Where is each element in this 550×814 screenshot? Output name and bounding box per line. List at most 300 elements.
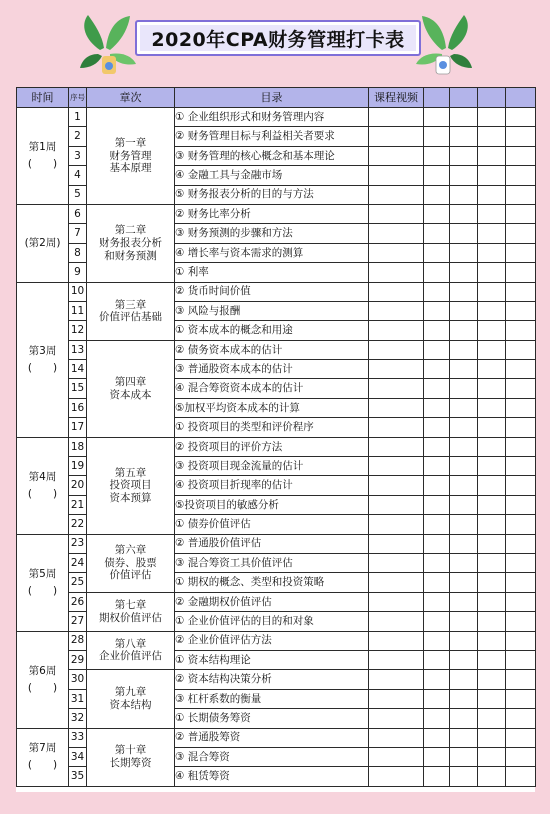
video-checkbox-cell[interactable] bbox=[369, 767, 424, 786]
chapter-number: 第一章 bbox=[114, 137, 147, 150]
video-checkbox-cell[interactable] bbox=[369, 515, 424, 534]
checkin-cell[interactable] bbox=[450, 553, 478, 572]
checkin-cell[interactable] bbox=[506, 243, 536, 262]
checkin-cell[interactable] bbox=[478, 476, 506, 495]
checkin-cell[interactable] bbox=[478, 418, 506, 437]
video-checkbox-cell[interactable] bbox=[369, 398, 424, 417]
checkin-cell[interactable] bbox=[424, 146, 450, 165]
header-chapter: 章次 bbox=[87, 88, 175, 108]
topic-cell: ① 资本成本的概念和用途 bbox=[175, 321, 369, 340]
checkin-cell[interactable] bbox=[450, 650, 478, 669]
video-checkbox-cell[interactable] bbox=[369, 301, 424, 320]
checkin-cell[interactable] bbox=[478, 670, 506, 689]
chapter-title-line: 资本结构 bbox=[109, 698, 152, 711]
video-checkbox-cell[interactable] bbox=[369, 321, 424, 340]
topic-cell: ① 企业组织形式和财务管理内容 bbox=[175, 108, 369, 127]
video-checkbox-cell[interactable] bbox=[369, 457, 424, 476]
week-cell bbox=[17, 282, 69, 437]
checkin-cell[interactable] bbox=[450, 340, 478, 359]
chapter-cell bbox=[87, 204, 175, 282]
checkin-cell[interactable] bbox=[450, 321, 478, 340]
checkin-cell[interactable] bbox=[450, 301, 478, 320]
checkin-cell[interactable] bbox=[424, 457, 450, 476]
checkin-cell[interactable] bbox=[424, 108, 450, 127]
checkin-cell[interactable] bbox=[506, 437, 536, 456]
checkin-cell[interactable] bbox=[450, 515, 478, 534]
checkin-cell[interactable] bbox=[506, 495, 536, 514]
checkin-cell[interactable] bbox=[478, 612, 506, 631]
chapter-title-line: 财务管理 bbox=[109, 149, 152, 162]
video-checkbox-cell[interactable] bbox=[369, 612, 424, 631]
checkin-cell[interactable] bbox=[450, 457, 478, 476]
checkin-cell[interactable] bbox=[424, 301, 450, 320]
video-checkbox-cell[interactable] bbox=[369, 379, 424, 398]
seq-number: 15 bbox=[69, 379, 87, 398]
page-title: 2020年CPA财务管理打卡表 bbox=[135, 20, 421, 56]
seq-number: 10 bbox=[69, 282, 87, 301]
checkin-cell[interactable] bbox=[424, 185, 450, 204]
checkin-cell[interactable] bbox=[424, 437, 450, 456]
week-label: 第6周 bbox=[28, 664, 57, 677]
checkin-cell[interactable] bbox=[424, 340, 450, 359]
topic-cell: ② 金融期权价值评估 bbox=[175, 592, 369, 611]
chapter-title-line: 投资项目 bbox=[109, 479, 152, 492]
video-checkbox-cell[interactable] bbox=[369, 534, 424, 553]
checkin-cell[interactable] bbox=[478, 263, 506, 282]
checkin-cell[interactable] bbox=[506, 127, 536, 146]
table-header-row bbox=[17, 88, 536, 108]
checkin-cell[interactable] bbox=[506, 340, 536, 359]
video-checkbox-cell[interactable] bbox=[369, 437, 424, 456]
topic-cell: ④ 投资项目折现率的估计 bbox=[175, 476, 369, 495]
video-checkbox-cell[interactable] bbox=[369, 476, 424, 495]
topic-cell: ⑤投资项目的敏感分析 bbox=[175, 495, 369, 514]
video-checkbox-cell[interactable] bbox=[369, 747, 424, 766]
checkin-cell[interactable] bbox=[506, 379, 536, 398]
video-checkbox-cell[interactable] bbox=[369, 650, 424, 669]
week-date-blank: ( ) bbox=[27, 487, 58, 500]
checkin-cell[interactable] bbox=[424, 515, 450, 534]
table-row bbox=[17, 592, 536, 611]
topic-cell: ② 货币时间价值 bbox=[175, 282, 369, 301]
checkin-cell[interactable] bbox=[506, 515, 536, 534]
checkin-cell[interactable] bbox=[424, 747, 450, 766]
header-blank bbox=[478, 88, 506, 108]
video-checkbox-cell[interactable] bbox=[369, 243, 424, 262]
chapter-title-line: 财务报表分析 bbox=[99, 236, 162, 249]
checkin-cell[interactable] bbox=[478, 185, 506, 204]
checkin-cell[interactable] bbox=[506, 263, 536, 282]
checkin-cell[interactable] bbox=[424, 379, 450, 398]
checkin-cell[interactable] bbox=[450, 631, 478, 650]
checkin-cell[interactable] bbox=[424, 243, 450, 262]
topic-cell: ③ 财务管理的核心概念和基本理论 bbox=[175, 146, 369, 165]
checkin-cell[interactable] bbox=[478, 360, 506, 379]
chapter-number: 第十章 bbox=[114, 744, 147, 757]
chapter-title-line: 价值评估 bbox=[109, 569, 152, 582]
seq-number: 29 bbox=[69, 650, 87, 669]
checkin-cell[interactable] bbox=[478, 224, 506, 243]
seq-number: 17 bbox=[69, 418, 87, 437]
video-checkbox-cell[interactable] bbox=[369, 495, 424, 514]
checkin-cell[interactable] bbox=[478, 204, 506, 223]
checkin-cell[interactable] bbox=[506, 553, 536, 572]
chapter-title-line: 债券、股票 bbox=[104, 556, 157, 569]
video-checkbox-cell[interactable] bbox=[369, 263, 424, 282]
table-row bbox=[17, 108, 536, 127]
week-date-blank: ( ) bbox=[27, 361, 58, 374]
chapter-number: 第四章 bbox=[114, 376, 147, 389]
checkin-cell[interactable] bbox=[424, 631, 450, 650]
week-label: 第5周 bbox=[28, 567, 57, 580]
checkin-cell[interactable] bbox=[424, 728, 450, 747]
topic-cell: ② 债务资本成本的估计 bbox=[175, 340, 369, 359]
chapter-title-line: 和财务预测 bbox=[104, 249, 157, 262]
checkin-cell[interactable] bbox=[478, 573, 506, 592]
checkin-cell[interactable] bbox=[450, 127, 478, 146]
checkin-cell[interactable] bbox=[478, 127, 506, 146]
chapter-title-line: 长期筹资 bbox=[109, 757, 152, 770]
checkin-cell[interactable] bbox=[506, 631, 536, 650]
checkin-cell[interactable] bbox=[478, 767, 506, 786]
video-checkbox-cell[interactable] bbox=[369, 592, 424, 611]
checkin-cell[interactable] bbox=[424, 670, 450, 689]
checkin-cell[interactable] bbox=[424, 224, 450, 243]
chapter-cell bbox=[87, 534, 175, 592]
chapter-title-line: 资本成本 bbox=[109, 388, 152, 401]
seq-number: 30 bbox=[69, 670, 87, 689]
table-row bbox=[17, 670, 536, 689]
checkin-cell[interactable] bbox=[450, 728, 478, 747]
video-checkbox-cell[interactable] bbox=[369, 224, 424, 243]
checkin-cell[interactable] bbox=[424, 534, 450, 553]
plant-decoration-icon bbox=[80, 10, 138, 80]
chapter-number: 第二章 bbox=[114, 224, 147, 237]
video-checkbox-cell[interactable] bbox=[369, 360, 424, 379]
week-date-blank: ( ) bbox=[27, 759, 58, 772]
chapter-title-line: 企业价值评估 bbox=[99, 650, 162, 663]
checkin-cell[interactable] bbox=[506, 224, 536, 243]
checkin-cell[interactable] bbox=[450, 146, 478, 165]
week-date-blank: ( ) bbox=[27, 584, 58, 597]
checkin-cell[interactable] bbox=[424, 282, 450, 301]
video-checkbox-cell[interactable] bbox=[369, 127, 424, 146]
checkin-cell[interactable] bbox=[424, 553, 450, 572]
seq-number: 26 bbox=[69, 592, 87, 611]
checkin-cell[interactable] bbox=[424, 767, 450, 786]
week-cell bbox=[17, 108, 69, 205]
checkin-cell[interactable] bbox=[506, 573, 536, 592]
checkin-cell[interactable] bbox=[450, 670, 478, 689]
checkin-cell[interactable] bbox=[450, 418, 478, 437]
checkin-cell[interactable] bbox=[450, 360, 478, 379]
checkin-cell[interactable] bbox=[450, 476, 478, 495]
chapter-title-line: 基本原理 bbox=[109, 162, 152, 175]
checkin-cell[interactable] bbox=[450, 689, 478, 708]
video-checkbox-cell[interactable] bbox=[369, 204, 424, 223]
checkin-cell[interactable] bbox=[506, 747, 536, 766]
checkin-cell[interactable] bbox=[506, 670, 536, 689]
checkin-cell[interactable] bbox=[478, 747, 506, 766]
seq-number: 25 bbox=[69, 573, 87, 592]
table-row bbox=[17, 340, 536, 359]
seq-number: 6 bbox=[69, 204, 87, 223]
checkin-cell[interactable] bbox=[424, 476, 450, 495]
checkin-cell[interactable] bbox=[506, 398, 536, 417]
checkin-cell[interactable] bbox=[506, 728, 536, 747]
header-topic: 目录 bbox=[175, 88, 369, 108]
checkin-cell[interactable] bbox=[506, 709, 536, 728]
checkin-cell[interactable] bbox=[478, 534, 506, 553]
checkin-cell[interactable] bbox=[506, 166, 536, 185]
checkin-cell[interactable] bbox=[506, 476, 536, 495]
checkin-cell[interactable] bbox=[450, 709, 478, 728]
checkin-cell[interactable] bbox=[506, 282, 536, 301]
checkin-cell[interactable] bbox=[424, 650, 450, 669]
chapter-cell bbox=[87, 282, 175, 340]
table-row bbox=[17, 437, 536, 456]
checkin-cell[interactable] bbox=[424, 709, 450, 728]
topic-cell: ② 资本结构决策分析 bbox=[175, 670, 369, 689]
topic-cell: ④ 租赁筹资 bbox=[175, 767, 369, 786]
topic-cell: ③ 杠杆系数的衡量 bbox=[175, 689, 369, 708]
seq-number: 12 bbox=[69, 321, 87, 340]
table-row bbox=[17, 728, 536, 747]
checkin-cell[interactable] bbox=[450, 573, 478, 592]
checkin-cell[interactable] bbox=[478, 495, 506, 514]
chapter-title-line: 资本预算 bbox=[109, 491, 152, 504]
week-label: 第1周 bbox=[28, 141, 57, 154]
checkin-cell[interactable] bbox=[478, 437, 506, 456]
chapter-cell bbox=[87, 437, 175, 534]
checkin-cell[interactable] bbox=[478, 379, 506, 398]
checkin-cell[interactable] bbox=[450, 224, 478, 243]
checkin-cell[interactable] bbox=[424, 360, 450, 379]
seq-number: 31 bbox=[69, 689, 87, 708]
video-checkbox-cell[interactable] bbox=[369, 146, 424, 165]
checkin-cell[interactable] bbox=[478, 166, 506, 185]
checkin-cell[interactable] bbox=[424, 418, 450, 437]
checkin-cell[interactable] bbox=[450, 612, 478, 631]
checkin-cell[interactable] bbox=[478, 457, 506, 476]
topic-cell: ④ 混合筹资资本成本的估计 bbox=[175, 379, 369, 398]
checkin-cell[interactable] bbox=[506, 185, 536, 204]
topic-cell: ② 财务比率分析 bbox=[175, 204, 369, 223]
checkin-cell[interactable] bbox=[450, 204, 478, 223]
topic-cell: ④ 增长率与资本需求的测算 bbox=[175, 243, 369, 262]
checkin-table bbox=[16, 87, 536, 787]
checkin-cell[interactable] bbox=[450, 437, 478, 456]
seq-number: 9 bbox=[69, 263, 87, 282]
checkin-cell[interactable] bbox=[450, 243, 478, 262]
checkin-cell[interactable] bbox=[424, 204, 450, 223]
seq-number: 2 bbox=[69, 127, 87, 146]
checkin-cell[interactable] bbox=[478, 340, 506, 359]
checkin-cell[interactable] bbox=[424, 612, 450, 631]
topic-cell: ① 期权的概念、类型和投资策略 bbox=[175, 573, 369, 592]
topic-cell: ① 企业价值评估的目的和对象 bbox=[175, 612, 369, 631]
topic-cell: ① 长期债务筹资 bbox=[175, 709, 369, 728]
seq-number: 21 bbox=[69, 495, 87, 514]
week-cell bbox=[17, 631, 69, 728]
video-checkbox-cell[interactable] bbox=[369, 166, 424, 185]
checkin-cell[interactable] bbox=[506, 534, 536, 553]
checkin-cell[interactable] bbox=[478, 301, 506, 320]
table-row bbox=[17, 534, 536, 553]
seq-number: 14 bbox=[69, 360, 87, 379]
header-time: 时间 bbox=[17, 88, 69, 108]
checkin-cell[interactable] bbox=[506, 592, 536, 611]
header-video: 课程视频 bbox=[369, 88, 424, 108]
checkin-cell[interactable] bbox=[478, 631, 506, 650]
header-blank bbox=[450, 88, 478, 108]
seq-number: 8 bbox=[69, 243, 87, 262]
checkin-cell[interactable] bbox=[506, 146, 536, 165]
checkin-cell[interactable] bbox=[506, 360, 536, 379]
checkin-cell[interactable] bbox=[424, 263, 450, 282]
checkin-cell[interactable] bbox=[478, 108, 506, 127]
checkin-cell[interactable] bbox=[450, 767, 478, 786]
seq-number: 27 bbox=[69, 612, 87, 631]
week-label: 第7周 bbox=[28, 742, 57, 755]
checkin-cell[interactable] bbox=[450, 379, 478, 398]
checkin-cell[interactable] bbox=[450, 398, 478, 417]
checkin-cell[interactable] bbox=[506, 418, 536, 437]
checkin-cell[interactable] bbox=[424, 592, 450, 611]
checkin-cell[interactable] bbox=[478, 592, 506, 611]
checkin-cell[interactable] bbox=[478, 282, 506, 301]
checkin-cell[interactable] bbox=[506, 457, 536, 476]
checkin-cell[interactable] bbox=[450, 495, 478, 514]
checkin-cell[interactable] bbox=[450, 592, 478, 611]
week-date-blank: ( ) bbox=[27, 681, 58, 694]
topic-cell: ② 投资项目的评价方法 bbox=[175, 437, 369, 456]
checkin-cell[interactable] bbox=[506, 767, 536, 786]
checkin-cell[interactable] bbox=[450, 108, 478, 127]
topic-cell: ② 财务管理目标与利益相关者要求 bbox=[175, 127, 369, 146]
topic-cell: ② 企业价值评估方法 bbox=[175, 631, 369, 650]
week-label: 第3周 bbox=[28, 344, 57, 357]
chapter-number: 第五章 bbox=[114, 466, 147, 479]
header-seq: 序号 bbox=[69, 88, 87, 108]
header-blank bbox=[424, 88, 450, 108]
checkin-cell[interactable] bbox=[478, 243, 506, 262]
week-date-blank: ( ) bbox=[27, 157, 58, 170]
checkin-cell[interactable] bbox=[450, 185, 478, 204]
checkin-cell[interactable] bbox=[478, 398, 506, 417]
checkin-cell[interactable] bbox=[506, 612, 536, 631]
chapter-cell bbox=[87, 631, 175, 670]
video-checkbox-cell[interactable] bbox=[369, 689, 424, 708]
video-checkbox-cell[interactable] bbox=[369, 573, 424, 592]
checkin-cell[interactable] bbox=[424, 398, 450, 417]
checkin-cell[interactable] bbox=[424, 321, 450, 340]
video-checkbox-cell[interactable] bbox=[369, 185, 424, 204]
video-checkbox-cell[interactable] bbox=[369, 340, 424, 359]
header-blank bbox=[506, 88, 536, 108]
chapter-number: 第七章 bbox=[114, 599, 147, 612]
chapter-number: 第八章 bbox=[114, 637, 147, 650]
topic-cell: ① 利率 bbox=[175, 263, 369, 282]
video-checkbox-cell[interactable] bbox=[369, 282, 424, 301]
checkin-cell[interactable] bbox=[478, 553, 506, 572]
seq-number: 24 bbox=[69, 553, 87, 572]
checkin-cell[interactable] bbox=[478, 650, 506, 669]
topic-cell: ① 债券价值评估 bbox=[175, 515, 369, 534]
topic-cell: ③ 混合筹资 bbox=[175, 747, 369, 766]
topic-cell: ① 投资项目的类型和评价程序 bbox=[175, 418, 369, 437]
topic-cell: ③ 普通股资本成本的估计 bbox=[175, 360, 369, 379]
checkin-cell[interactable] bbox=[450, 166, 478, 185]
chapter-cell bbox=[87, 728, 175, 786]
topic-cell: ② 普通股筹资 bbox=[175, 728, 369, 747]
table-row bbox=[17, 631, 536, 650]
seq-number: 5 bbox=[69, 185, 87, 204]
topic-cell: ⑤加权平均资本成本的计算 bbox=[175, 398, 369, 417]
checkin-cell[interactable] bbox=[424, 127, 450, 146]
video-checkbox-cell[interactable] bbox=[369, 670, 424, 689]
topic-cell: ③ 混合筹资工具价值评估 bbox=[175, 553, 369, 572]
seq-number: 1 bbox=[69, 108, 87, 127]
video-checkbox-cell[interactable] bbox=[369, 418, 424, 437]
checkin-cell[interactable] bbox=[478, 709, 506, 728]
table-row bbox=[17, 204, 536, 223]
plant-decoration-icon bbox=[414, 10, 472, 80]
checkin-cell[interactable] bbox=[506, 689, 536, 708]
topic-cell: ③ 财务预测的步骤和方法 bbox=[175, 224, 369, 243]
checkin-cell[interactable] bbox=[506, 204, 536, 223]
checkin-cell[interactable] bbox=[450, 282, 478, 301]
checkin-cell[interactable] bbox=[506, 301, 536, 320]
title-banner bbox=[0, 0, 550, 86]
checkin-cell[interactable] bbox=[478, 146, 506, 165]
video-checkbox-cell[interactable] bbox=[369, 728, 424, 747]
video-checkbox-cell[interactable] bbox=[369, 709, 424, 728]
seq-number: 22 bbox=[69, 515, 87, 534]
seq-number: 19 bbox=[69, 457, 87, 476]
checkin-cell[interactable] bbox=[450, 263, 478, 282]
seq-number: 13 bbox=[69, 340, 87, 359]
video-checkbox-cell[interactable] bbox=[369, 553, 424, 572]
topic-cell: ⑤ 财务报表分析的目的与方法 bbox=[175, 185, 369, 204]
checkin-cell[interactable] bbox=[424, 166, 450, 185]
video-checkbox-cell[interactable] bbox=[369, 108, 424, 127]
seq-number: 34 bbox=[69, 747, 87, 766]
checkin-cell[interactable] bbox=[424, 689, 450, 708]
chapter-number: 第三章 bbox=[114, 298, 147, 311]
video-checkbox-cell[interactable] bbox=[369, 631, 424, 650]
chapter-cell bbox=[87, 592, 175, 631]
checkin-cell[interactable] bbox=[424, 495, 450, 514]
checkin-cell[interactable] bbox=[478, 689, 506, 708]
topic-cell: ① 资本结构理论 bbox=[175, 650, 369, 669]
checkin-cell[interactable] bbox=[424, 573, 450, 592]
seq-number: 33 bbox=[69, 728, 87, 747]
checkin-cell[interactable] bbox=[478, 728, 506, 747]
chapter-title-line: 价值评估基础 bbox=[99, 311, 162, 324]
topic-cell: ② 普通股价值评估 bbox=[175, 534, 369, 553]
checkin-cell[interactable] bbox=[450, 534, 478, 553]
topic-cell: ④ 金融工具与金融市场 bbox=[175, 166, 369, 185]
chapter-title-line: 期权价值评估 bbox=[99, 611, 162, 624]
checkin-cell[interactable] bbox=[478, 515, 506, 534]
seq-number: 4 bbox=[69, 166, 87, 185]
checkin-cell[interactable] bbox=[450, 747, 478, 766]
checkin-cell[interactable] bbox=[506, 321, 536, 340]
checkin-cell[interactable] bbox=[506, 650, 536, 669]
checkin-cell[interactable] bbox=[506, 108, 536, 127]
checkin-cell[interactable] bbox=[478, 321, 506, 340]
